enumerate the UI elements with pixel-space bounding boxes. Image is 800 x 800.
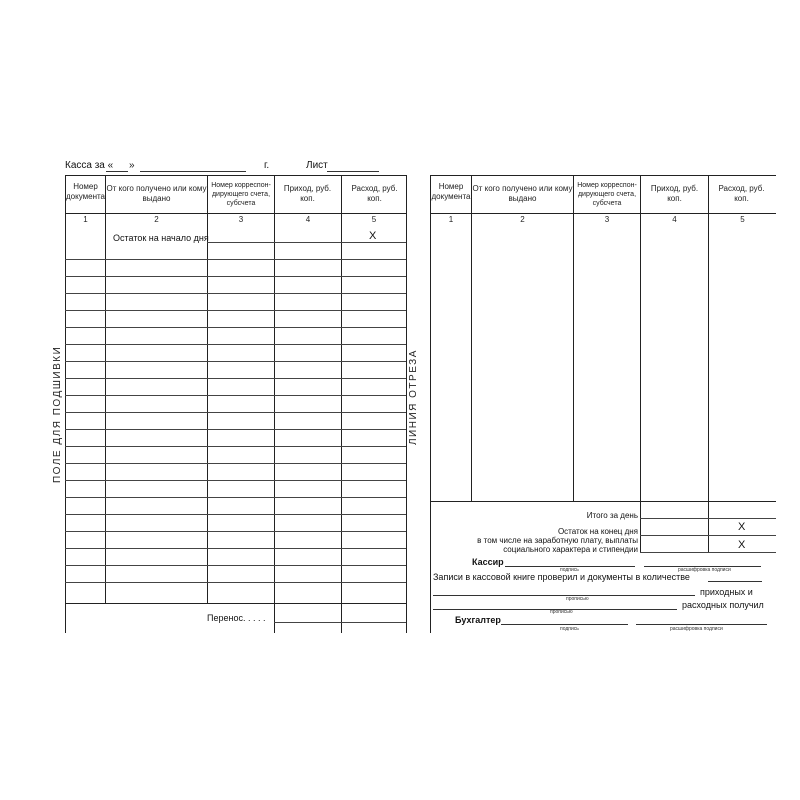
day-blank[interactable] xyxy=(106,171,128,172)
cut-line-label: ЛИНИЯ ОТРЕЗА xyxy=(408,349,419,445)
accountant-label: Бухгалтер xyxy=(455,615,501,625)
left-col3-number: 3 xyxy=(238,215,244,224)
left-col1-number: 1 xyxy=(83,215,88,224)
incoming-words-line[interactable] xyxy=(433,595,695,596)
right-col1-number: 1 xyxy=(448,215,454,224)
right-col1-header: Номер документа xyxy=(431,182,471,201)
left-col3-header: Номер корреспон-дирующего счета, субсчета xyxy=(211,182,271,207)
outgoing-words-caption: прописью xyxy=(550,609,573,615)
right-col5-header: Расход, руб. коп. xyxy=(718,184,765,203)
accountant-signature-caption: подпись xyxy=(560,626,579,632)
accountant-decode-caption: расшифровка подписи xyxy=(670,626,723,632)
left-col5-number: 5 xyxy=(371,215,377,224)
outgoing-suffix: расходных получил xyxy=(682,600,764,610)
incoming-words-caption: прописью xyxy=(566,596,589,602)
right-col2-header: От кого получено или кому выдано xyxy=(472,184,573,203)
accountant-signature-line[interactable] xyxy=(501,624,628,625)
accountant-decode-line[interactable] xyxy=(636,624,767,625)
documents-count-line[interactable] xyxy=(708,581,762,582)
cashier-signature-caption: подпись xyxy=(560,567,579,573)
closing-balance-label: Остаток на конец дня xyxy=(557,527,638,536)
day-total-label: Итого за день xyxy=(586,511,638,520)
left-col4-header: Приход, руб. коп. xyxy=(283,184,332,203)
right-col3-number: 3 xyxy=(604,215,610,224)
opening-balance-label: Остаток на начало дня xyxy=(113,233,209,243)
right-col4-number: 4 xyxy=(672,215,677,224)
right-col5-number: 5 xyxy=(740,215,745,224)
left-col1-header: Номер документа xyxy=(66,182,106,201)
sheet-label: Лист xyxy=(306,160,328,171)
left-col5-header: Расход, руб. коп. xyxy=(351,184,398,203)
cashier-label: Кассир xyxy=(472,557,504,567)
binding-field-label: ПОЛЕ ДЛЯ ПОДШИВКИ xyxy=(52,345,63,483)
right-col4-header: Приход, руб. коп. xyxy=(650,184,699,203)
right-col3-header: Номер корреспон-дирующего счета, субсчета xyxy=(577,182,637,207)
carry-over-label: Перенос. . . . . xyxy=(207,613,266,623)
salary-mark: X xyxy=(738,539,746,551)
opening-balance-mark: X xyxy=(369,230,377,242)
cashier-decode-caption: расшифровка подписи xyxy=(678,567,731,573)
sheet-blank[interactable] xyxy=(327,171,379,172)
kassa-quote: » xyxy=(129,160,135,171)
kassa-prefix: Касса за « xyxy=(65,160,114,171)
checked-text: Записи в кассовой книге проверил и документы в количестве xyxy=(433,572,690,582)
year-suffix: г. xyxy=(264,160,270,171)
right-col2-number: 2 xyxy=(520,215,525,224)
left-col2-number: 2 xyxy=(154,215,159,224)
month-blank[interactable] xyxy=(140,171,246,172)
incoming-suffix: приходных и xyxy=(700,587,753,597)
left-col2-header: От кого получено или кому выдано xyxy=(106,184,207,203)
left-col4-number: 4 xyxy=(305,215,311,224)
closing-balance-mark: X xyxy=(738,521,746,533)
salary-note: в том числе на заработную плату, выплаты социального характера и стипендии xyxy=(477,536,638,554)
